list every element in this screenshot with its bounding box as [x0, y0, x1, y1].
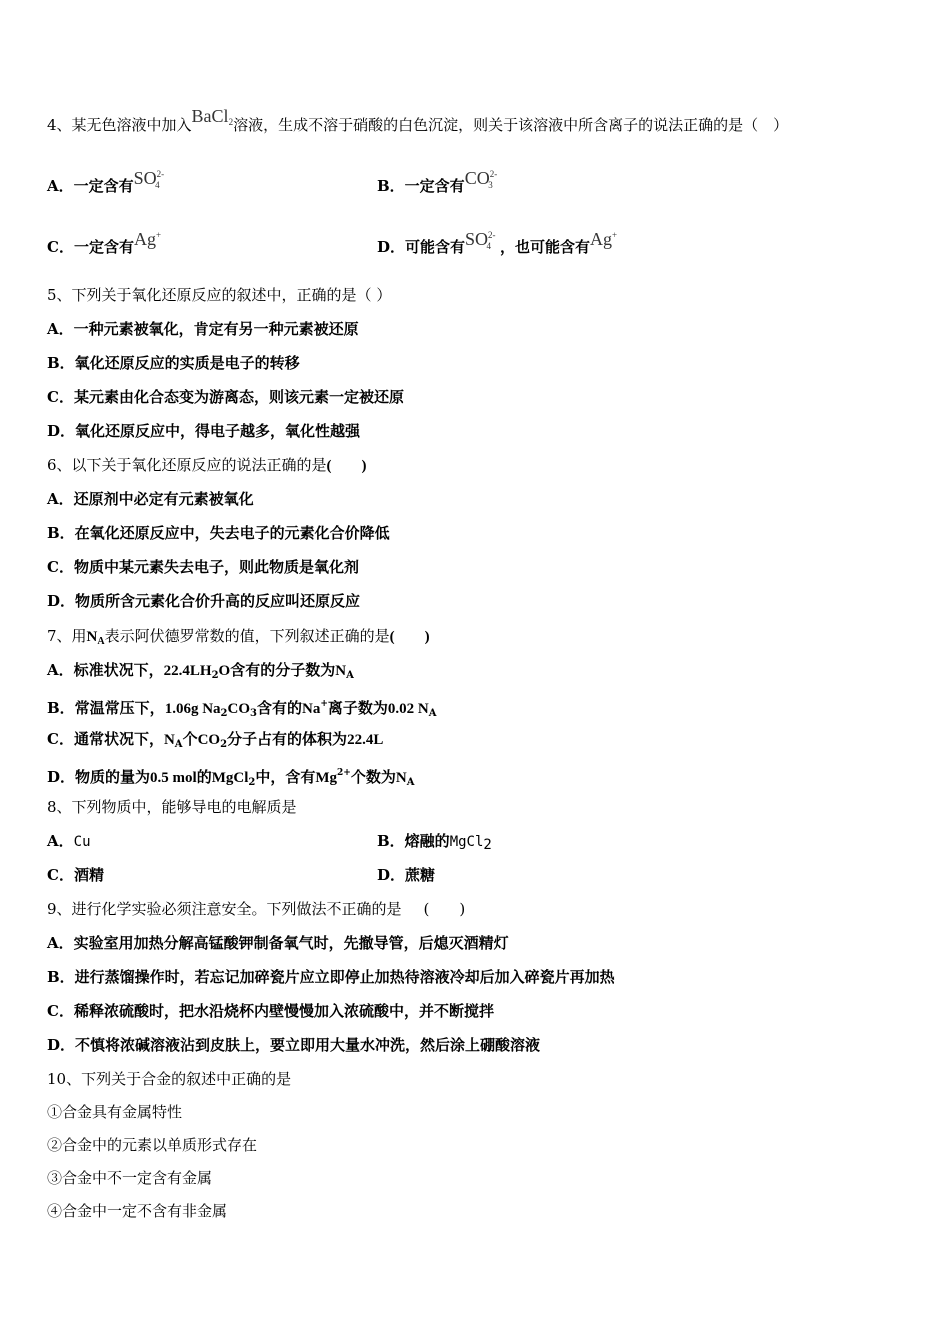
q9-option-c[interactable]: C．稀释浓硫酸时，把水沿烧杯内壁慢慢加入浓硫酸中，并不断搅拌: [47, 1002, 494, 1020]
question-9-stem: 9、进行化学实验必须注意安全。下列做法不正确的是 ( ): [47, 900, 466, 918]
q4-option-d[interactable]: D．可能含有$SO^{2-}_4$ ，也可能含有Ag+: [377, 229, 618, 256]
q6-option-a[interactable]: A．还原剂中必定有元素被氧化: [47, 490, 254, 508]
q9-option-a[interactable]: A．实验室用加热分解高锰酸钾制备氧气时，先撤导管，后熄灭酒精灯: [47, 934, 509, 952]
q4-d-ion1: $SO^{2-}_4$: [465, 229, 496, 251]
q5-option-b[interactable]: B．氧化还原反应的实质是电子的转移: [47, 354, 300, 372]
q7-option-b[interactable]: B．常温常压下，1.06g $Na_2CO_3$含有的Na+离子数为0.02 $N_A$: [47, 699, 437, 719]
q4-d-ion2: Ag+: [590, 229, 618, 249]
question-8-stem: 8、下列物质中，能够导电的电解质是: [47, 798, 297, 816]
question-6-stem: 6、以下关于氧化还原反应的说法正确的是( ): [47, 456, 367, 474]
q4-option-b[interactable]: B．一定含有$CO^{2-}_3$: [377, 175, 502, 198]
q8-option-d[interactable]: D．蔗糖: [377, 866, 436, 884]
q6-option-b[interactable]: B．在氧化还原反应中，失去电子的元素化合价降低: [47, 524, 390, 542]
q9-option-b[interactable]: B．进行蒸馏操作时，若忘记加碎瓷片应立即停止加热待溶液冷却后加入碎瓷片再加热: [47, 968, 615, 986]
q4-option-c[interactable]: C．一定含有Ag+: [47, 229, 162, 256]
question-5-stem: 5、下列关于氧化还原反应的叙述中，正确的是（ ）: [47, 286, 392, 304]
q8-option-c[interactable]: C．酒精: [47, 866, 104, 884]
q5-option-d[interactable]: D．氧化还原反应中，得电子越多，氧化性越强: [47, 422, 361, 440]
q10-item-3: ③合金中不一定含有金属: [47, 1169, 213, 1187]
q4-b-ion: $CO^{2-}_3$: [464, 168, 498, 190]
q4-stem-part2: 溶液，生成不溶于硝酸的白色沉淀，则关于该溶液中所含离子的说法正确的是（ ）: [233, 116, 789, 134]
q4-stem-part1: 4、某无色溶液中加入: [47, 116, 192, 134]
question-4-stem: [47, 106, 789, 137]
q4-option-a[interactable]: A．一定含有$SO^{2-}_4$: [47, 175, 169, 198]
q4-c-ion: Ag+: [133, 229, 162, 249]
q6-option-c[interactable]: C．物质中某元素失去电子，则此物质是氧化剂: [47, 558, 359, 576]
q8-option-a[interactable]: A．Cu: [47, 832, 91, 850]
question-7-stem: 7、用$N_A$表示阿伏德罗常数的值，下列叙述正确的是( ): [47, 627, 430, 647]
q8-option-b[interactable]: B．熔融的MgCl2: [377, 832, 492, 853]
q4-a-ion: $SO^{2-}_4$: [133, 168, 165, 190]
q10-item-2: ②合金中的元素以单质形式存在: [47, 1136, 258, 1154]
question-10-stem: 10、下列关于合金的叙述中正确的是: [47, 1070, 292, 1088]
q7-option-c[interactable]: C．通常状况下，$N_A$个$CO_2$分子占有的体积为22.4L: [47, 730, 384, 750]
q4-reagent-formula: BaCl2: [191, 106, 234, 127]
q9-option-d[interactable]: D．不慎将浓碱溶液沾到皮肤上，要立即用大量水冲洗，然后涂上硼酸溶液: [47, 1036, 541, 1054]
q7-option-d[interactable]: D．物质的量为0.5 mol的MgCl$_2$中，含有$Mg^{2+}$个数为$N_A$: [47, 768, 415, 788]
q10-item-4: ④合金中一定不含有非金属: [47, 1202, 228, 1220]
q7-option-a[interactable]: A．标准状况下，$22.4LH_2O$含有的分子数为$N_A$: [47, 661, 354, 681]
q6-option-d[interactable]: D．物质所含元素化合价升高的反应叫还原反应: [47, 592, 361, 610]
q5-option-c[interactable]: C．某元素由化合态变为游离态，则该元素一定被还原: [47, 388, 404, 406]
q10-item-1: ①合金具有金属特性: [47, 1103, 183, 1121]
q5-option-a[interactable]: A．一种元素被氧化，肯定有另一种元素被还原: [47, 320, 359, 338]
